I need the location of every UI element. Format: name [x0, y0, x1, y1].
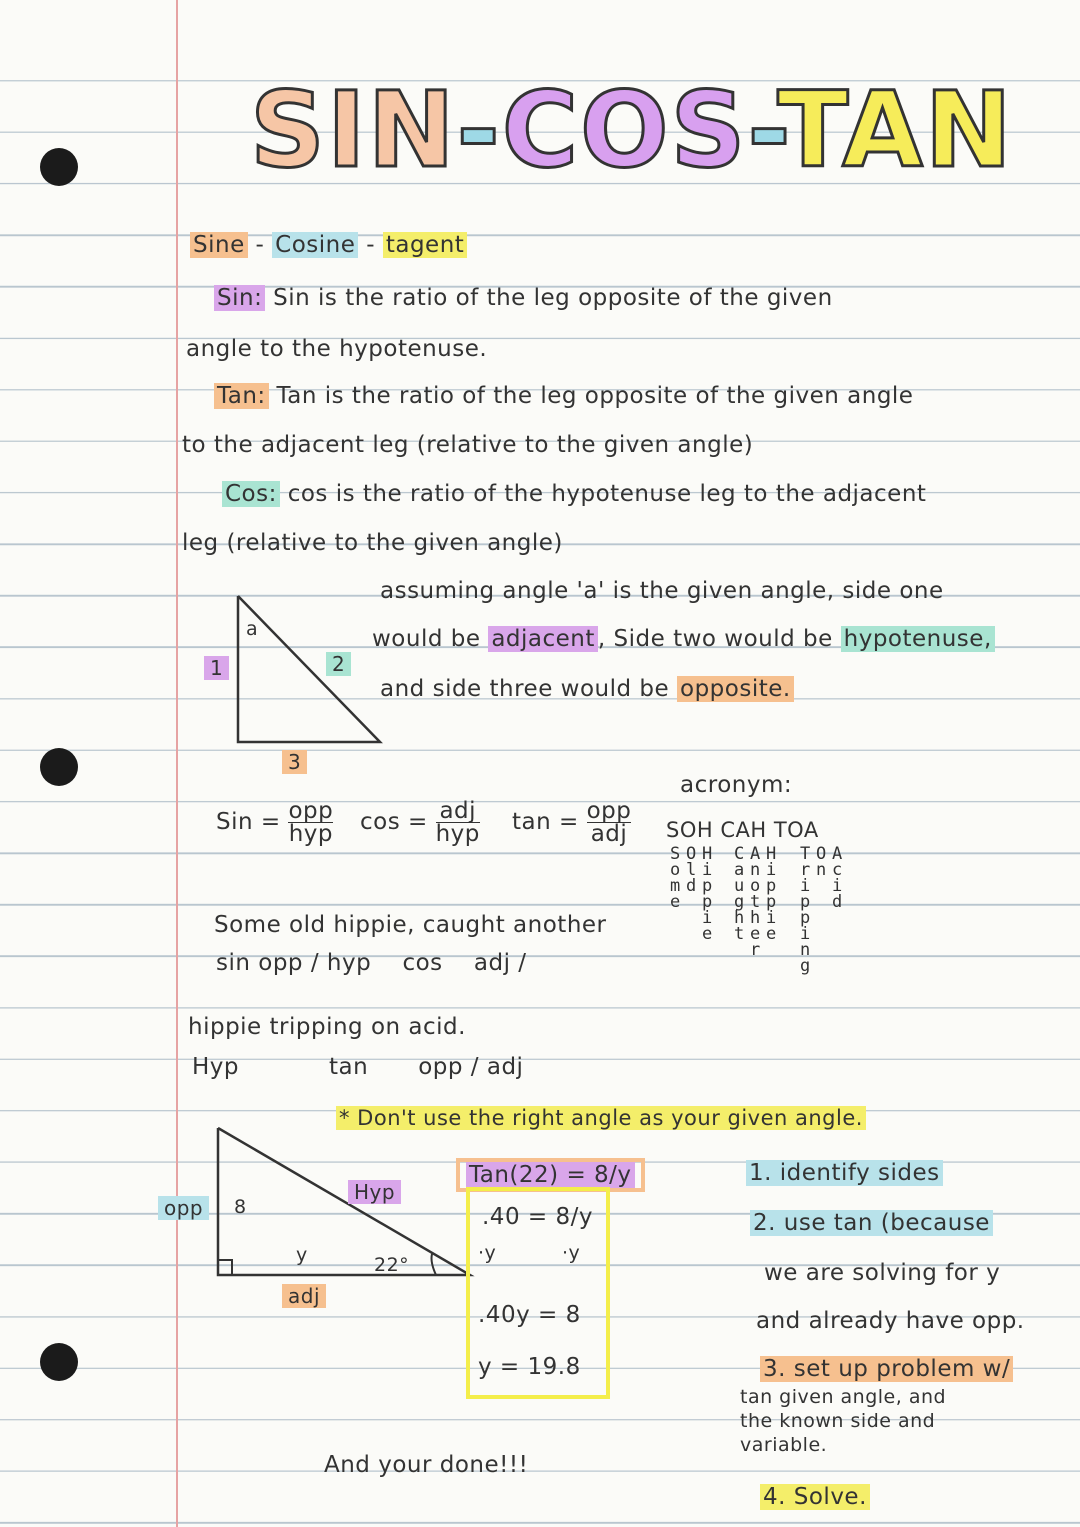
mnemonic-line4: [192, 1054, 523, 1080]
cos-definition-line2: leg (relative to the given angle): [182, 530, 563, 556]
triangle-1-shape: [238, 596, 380, 742]
step-2-line2: we are solving for y: [764, 1260, 1001, 1286]
triangle-2-opp-tag: opp: [158, 1196, 209, 1220]
triangle-1-side-3: 3: [282, 750, 307, 774]
mnemonic-opp-adj: opp / adj: [418, 1054, 524, 1080]
cos-tag: Cos:: [222, 481, 280, 507]
heading-tangent: tagent: [383, 232, 467, 258]
assumption-line1: assuming angle 'a' is the given angle, side one: [380, 578, 944, 604]
triangle-2-opp-wrap: [158, 1196, 209, 1220]
sin-formula-label: Sin =: [216, 809, 281, 835]
assume-l2a: would be: [372, 626, 489, 652]
sin-denominator: hyp: [288, 821, 333, 847]
acronym-col-tripping: T r i p p i n g: [800, 844, 811, 976]
title-cos: COS: [501, 69, 748, 191]
acronym-col-hippie-1: H i p p i e: [702, 844, 713, 944]
mnemonic-tan: tan: [329, 1054, 369, 1080]
tan-fraction: [587, 800, 632, 845]
step-4: [760, 1484, 870, 1510]
step-1-text: 1. identify sides: [746, 1160, 943, 1186]
cos-formula: [360, 800, 480, 845]
sin-numerator: opp: [288, 798, 334, 824]
acronym-col-another: A n o t h e r: [750, 844, 761, 960]
acronym-col-hippie-2: H i p p i e: [766, 844, 777, 944]
page-title: [250, 70, 1014, 190]
work-line2: .40 = 8/y: [482, 1204, 593, 1230]
closing-text: And your done!!!: [324, 1452, 529, 1478]
title-dash-1: -: [456, 69, 502, 191]
tan-denominator: adj: [590, 821, 628, 847]
subheading: [190, 232, 467, 258]
triangle-2-y: y: [296, 1244, 308, 1266]
triangle-1-side-1: 1: [204, 656, 229, 680]
step-4-text: 4. Solve.: [760, 1484, 870, 1510]
warning-text: * Don't use the right angle as your given angle.: [336, 1106, 866, 1130]
assumption-line2: [372, 626, 995, 652]
step-3-text: 3. set up problem w/: [760, 1356, 1013, 1382]
binder-hole-1: [40, 148, 78, 186]
sin-def-text-1: Sin is the ratio of the leg opposite of the given: [273, 285, 833, 311]
margin-line: [176, 0, 178, 1527]
cos-formula-label: cos =: [360, 809, 428, 835]
tan-formula-label: tan =: [512, 809, 579, 835]
step-3-line1: [760, 1356, 1013, 1382]
assume-opposite: opposite.: [677, 676, 794, 702]
acronym-col-on: O n: [816, 844, 827, 880]
work-equation-text: Tan(22) = 8/y: [466, 1162, 635, 1188]
acronym-label: acronym:: [680, 772, 793, 798]
acronym-col-acid: A c i d: [832, 844, 843, 912]
acronym-soh: SOH: [666, 818, 714, 842]
cos-denominator: hyp: [435, 821, 480, 847]
mnemonic-line2: [216, 950, 527, 976]
triangle-2-hyp-wrap: [348, 1180, 401, 1204]
cos-definition-line1: [222, 481, 926, 507]
triangle-2-angle: 22°: [374, 1254, 410, 1276]
acronym-cah: CAH: [720, 818, 767, 842]
mnemonic-cos: cos: [402, 950, 443, 976]
assume-adjacent: adjacent: [488, 626, 598, 652]
tan-tag: Tan:: [214, 383, 269, 409]
binder-hole-3: [40, 1343, 78, 1381]
acronym-toa: TOA: [773, 818, 819, 842]
triangle-1-side3-wrap: [282, 750, 307, 774]
work-answer: y = 19.8: [478, 1354, 581, 1380]
work-line3a: ·y: [478, 1242, 497, 1264]
heading-sine: Sine: [190, 232, 248, 258]
heading-sep-2: -: [366, 232, 376, 258]
step-2-line3: and already have opp.: [756, 1308, 1025, 1334]
step-2-text: 2. use tan (because: [750, 1210, 993, 1236]
angle-arc: [432, 1254, 437, 1275]
title-tan: TAN: [777, 69, 1014, 191]
work-line3b: ·y: [562, 1242, 581, 1264]
step-3-line4: variable.: [740, 1434, 828, 1456]
title-dash-2: -: [747, 69, 778, 191]
sin-tag: Sin:: [214, 285, 265, 311]
triangle-1-side1-wrap: [204, 656, 229, 680]
title-sin: SIN: [250, 69, 457, 191]
assume-l3a: and side three would be: [380, 676, 677, 702]
triangle-1-side-2: 2: [326, 652, 351, 676]
triangle-2-adj-tag: adj: [282, 1284, 326, 1308]
cos-fraction: [436, 800, 480, 845]
triangle-1-angle-a: a: [246, 618, 259, 640]
sin-formula: [216, 800, 333, 845]
assume-l2c: , Side two would be: [597, 626, 841, 652]
cos-numerator: adj: [436, 800, 480, 823]
work-line4: .40y = 8: [478, 1302, 581, 1328]
step-3-line3: the known side and: [740, 1410, 936, 1432]
mnemonic-line3: hippie tripping on acid.: [188, 1014, 466, 1040]
assumption-line3: [380, 676, 794, 702]
tan-formula: [512, 800, 631, 845]
mnemonic-hyp: Hyp: [192, 1054, 240, 1080]
cos-def-text-1: cos is the ratio of the hypotenuse leg to the adjacent: [287, 481, 927, 507]
tan-definition-line1: [214, 383, 913, 409]
triangle-2-opp-value: 8: [234, 1196, 247, 1218]
step-2-line1: [750, 1210, 993, 1236]
assume-hypotenuse: hypotenuse,: [841, 626, 995, 652]
mnemonic-sin: sin opp / hyp: [216, 950, 372, 976]
right-angle-mark: [218, 1260, 232, 1275]
acronym-col-old: O l d: [686, 844, 697, 896]
acronym-col-caught: C a u g h t: [734, 844, 745, 944]
acronym-col-some: S o m e: [670, 844, 681, 912]
tan-numerator: opp: [586, 798, 632, 824]
triangle-1-side2-wrap: [326, 652, 351, 676]
step-1: [746, 1160, 943, 1186]
tan-definition-line2: to the adjacent leg (relative to the given angle): [182, 432, 754, 458]
heading-sep-1: -: [255, 232, 265, 258]
mnemonic-line1: Some old hippie, caught another: [214, 912, 607, 938]
sin-definition-line2: angle to the hypotenuse.: [186, 336, 488, 362]
triangle-2-hyp-tag: Hyp: [348, 1180, 401, 1204]
triangle-2-shape: [218, 1128, 470, 1275]
triangle-2-adj-wrap: [282, 1284, 326, 1308]
heading-cosine: Cosine: [272, 232, 358, 258]
tan-def-text-1: Tan is the ratio of the leg opposite of the given angle: [276, 383, 914, 409]
mnemonic-adj: adj /: [473, 950, 527, 976]
sin-definition-line1: [214, 285, 833, 311]
sin-fraction: [288, 800, 333, 845]
step-3-line2: tan given angle, and: [740, 1386, 947, 1408]
binder-hole-2: [40, 748, 78, 786]
acronym-row: [666, 818, 819, 842]
